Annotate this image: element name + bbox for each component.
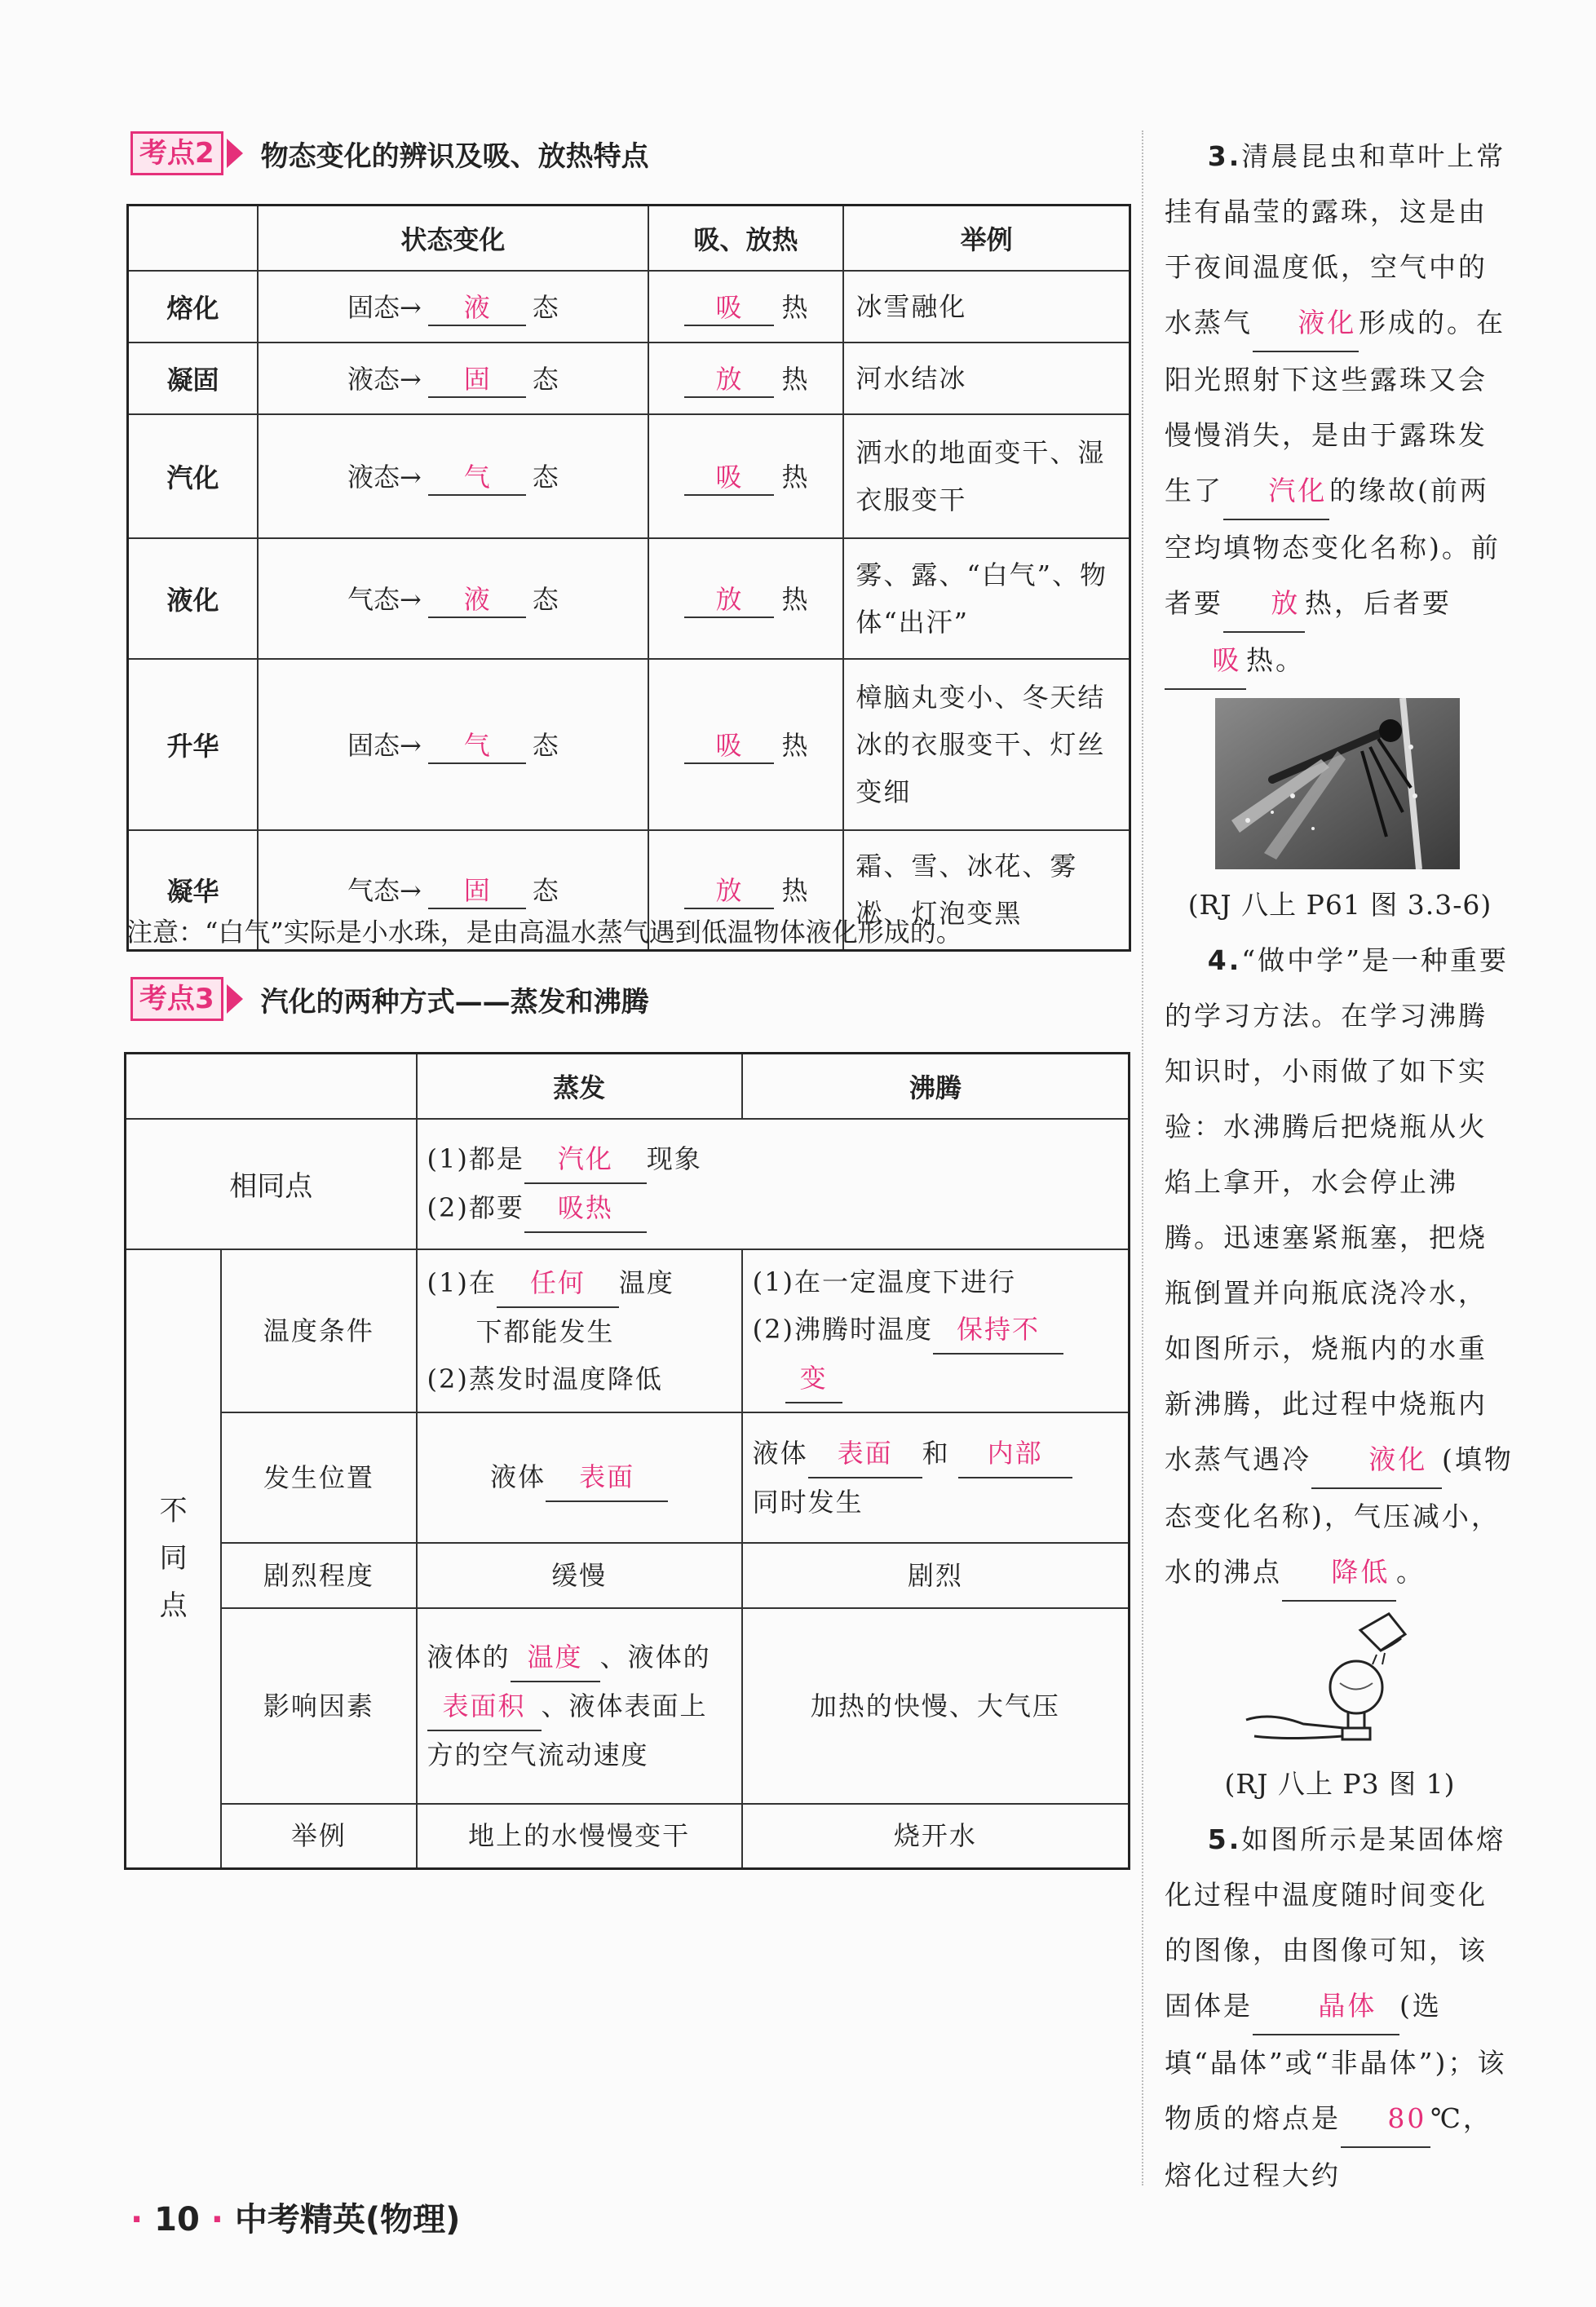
cell — [742, 1412, 1130, 1543]
text: (2)沸腾时温度 — [752, 1313, 933, 1345]
triangle-icon — [227, 984, 243, 1014]
answer-fill: 吸热 — [524, 1184, 647, 1233]
text: 气态→ — [347, 875, 422, 907]
text: 气态→ — [347, 583, 422, 615]
text: 同时发生 — [752, 1486, 864, 1518]
text: 热 — [781, 583, 808, 615]
text: 态 — [532, 875, 559, 907]
row-label: 凝固 — [128, 343, 259, 414]
side-column — [1165, 129, 1515, 2203]
answer-fill: 放 — [684, 870, 774, 909]
answer-fill: 吸 — [684, 287, 774, 326]
column-divider — [1142, 130, 1143, 2185]
text: 态 — [532, 729, 559, 761]
answer-fill: 表面积 — [427, 1682, 542, 1731]
cell — [417, 1249, 742, 1412]
answer-fill: 固 — [428, 359, 526, 398]
section-header-3 — [130, 975, 649, 1023]
bullet-icon: · — [130, 2201, 144, 2238]
same-label: 相同点 — [126, 1119, 417, 1249]
question-number: 5. — [1207, 1823, 1242, 1855]
answer-fill: 表面 — [546, 1453, 668, 1502]
page-footer — [130, 2194, 460, 2240]
text: 热，后者要 — [1305, 587, 1452, 619]
state-cell — [258, 271, 648, 343]
answer-fill: 任何 — [497, 1259, 619, 1308]
text: 方的空气流动速度 — [427, 1739, 649, 1770]
text: 的缘故(前两空均填物态变化名称)。前者要 — [1165, 475, 1501, 619]
table-row — [128, 659, 1130, 830]
text: (1)都是 — [427, 1142, 524, 1174]
table-row — [128, 414, 1130, 538]
question-number: 3. — [1207, 140, 1242, 172]
text: 热 — [781, 363, 808, 395]
text: 固态→ — [347, 291, 422, 323]
question-5 — [1165, 1812, 1515, 2203]
row-label: 影响因素 — [221, 1608, 416, 1804]
question-3 — [1165, 129, 1515, 690]
answer-fill: 液 — [428, 579, 526, 618]
figure-dragonfly — [1165, 690, 1515, 877]
corner-cell — [126, 1054, 417, 1119]
corner-cell — [128, 206, 259, 271]
text: 清晨昆虫和草叶上常挂有晶莹的露珠，这是由于夜间温度低，空气中的水蒸气 — [1165, 140, 1506, 338]
state-cell — [258, 414, 648, 538]
answer-fill: 液化 — [1311, 1432, 1442, 1489]
answer-fill: 放 — [1223, 576, 1305, 633]
text: 热 — [781, 461, 808, 493]
text: 态 — [532, 291, 559, 323]
cell: 加热的快慢、大气压 — [742, 1608, 1130, 1804]
figure-caption: (RJ 八上 P3 图 1) — [1224, 1768, 1456, 1800]
answer-fill: 表面 — [808, 1430, 922, 1478]
col-header: 吸、放热 — [648, 206, 844, 271]
text: “做中学”是一种重要的学习方法。在学习沸腾知识时，小雨做了如下实验：水沸腾后把烧瓶从火焰上拿开，水会停止沸腾。迅速塞紧瓶塞，把烧瓶倒置并向瓶底浇冷水，如图所示，烧瓶内的水重新沸腾，此过程中烧瓶内水蒸气遇冷 — [1165, 944, 1510, 1475]
answer-fill: 保持不 — [933, 1306, 1063, 1355]
text: 液态→ — [347, 461, 422, 493]
note-text: 注意：“白气”实际是小水珠，是由高温水蒸气遇到低温物体液化形成的。 — [126, 917, 962, 948]
section-title: 汽化的两种方式——蒸发和沸腾 — [260, 985, 649, 1019]
cell — [417, 1608, 742, 1804]
diff-label-text: 不同点 — [159, 1495, 188, 1623]
phase-change-table — [126, 204, 1131, 952]
state-cell — [258, 343, 648, 414]
answer-fill: 吸 — [684, 725, 774, 764]
answer-fill: 晶体 — [1253, 1978, 1399, 2035]
table-row — [128, 538, 1130, 659]
heat-cell — [648, 271, 844, 343]
answer-fill: 液化 — [1253, 295, 1359, 352]
evaporation-boiling-table — [124, 1052, 1130, 1870]
answer-fill: 固 — [428, 870, 526, 909]
text: 热 — [781, 875, 808, 907]
text: 和 — [922, 1437, 950, 1469]
cell: 烧开水 — [742, 1804, 1130, 1869]
text: 、液体的 — [599, 1641, 711, 1673]
row-label: 剧烈程度 — [221, 1543, 416, 1608]
answer-fill: 汽化 — [524, 1135, 647, 1184]
text: 液态→ — [347, 363, 422, 395]
figure-caption: (RJ 八上 P61 图 3.3-6) — [1187, 889, 1492, 921]
text: (2)都要 — [427, 1191, 524, 1223]
answer-fill: 气 — [428, 725, 526, 764]
text: 液体 — [752, 1437, 808, 1469]
row-label: 举例 — [221, 1804, 416, 1869]
answer-fill: 内部 — [958, 1430, 1072, 1478]
text: 液体的 — [427, 1641, 511, 1673]
state-cell — [258, 538, 648, 659]
example-cell: 霜、雪、冰花、雾凇、灯泡变黑 — [843, 830, 1130, 951]
heat-cell — [648, 414, 844, 538]
text: 态 — [532, 583, 559, 615]
cell: 缓慢 — [417, 1543, 742, 1608]
row-label: 升华 — [128, 659, 259, 830]
dragonfly-photo — [1215, 698, 1460, 869]
same-cell — [417, 1119, 1130, 1249]
answer-fill: 降低 — [1282, 1545, 1396, 1602]
diff-label — [126, 1249, 222, 1869]
row-label: 温度条件 — [221, 1249, 416, 1412]
question-number: 4. — [1207, 944, 1242, 976]
text: (选填“晶体”或“非晶体”)；该物质的熔点是 — [1165, 1990, 1507, 2134]
text: ℃，熔化过程大约 — [1165, 2102, 1492, 2191]
cell — [417, 1412, 742, 1543]
text: 形成的。在阳光照射下这些露珠又会慢慢消失，是由于露珠发生了 — [1165, 307, 1505, 506]
text: 热 — [781, 729, 808, 761]
table-row — [128, 343, 1130, 414]
answer-fill: 汽化 — [1223, 463, 1329, 520]
figure-flask — [1165, 1602, 1515, 1757]
text: 态 — [532, 461, 559, 493]
cell: 地上的水慢慢变干 — [417, 1804, 742, 1869]
example-cell: 洒水的地面变干、湿衣服变干 — [843, 414, 1130, 538]
answer-fill: 放 — [684, 359, 774, 398]
heat-cell — [648, 343, 844, 414]
triangle-icon — [227, 139, 243, 168]
text: (1)在一定温度下进行 — [752, 1266, 1016, 1297]
text: (2)蒸发时温度降低 — [427, 1363, 663, 1394]
text: 下都能发生 — [475, 1315, 615, 1347]
answer-fill: 吸 — [684, 457, 774, 496]
col-header: 举例 — [843, 206, 1130, 271]
answer-fill: 液 — [428, 287, 526, 326]
row-label: 发生位置 — [221, 1412, 416, 1543]
page-number: 10 — [154, 2201, 200, 2238]
text: 热。 — [1246, 644, 1305, 676]
question-4 — [1165, 933, 1515, 1602]
flask-illustration — [1238, 1606, 1450, 1752]
section-tag: 考点3 — [130, 977, 223, 1021]
text: 、液体表面上 — [541, 1690, 708, 1721]
state-cell — [258, 659, 648, 830]
cell — [742, 1249, 1130, 1412]
text: 热 — [781, 291, 808, 323]
section-header-2 — [130, 129, 649, 178]
text: 温度 — [618, 1266, 674, 1298]
row-label: 汽化 — [128, 414, 259, 538]
row-label: 液化 — [128, 538, 259, 659]
text: 如图所示是某固体熔化过程中温度随时间变化的图像，由图像可知，该固体是 — [1165, 1823, 1506, 2022]
example-cell: 河水结冰 — [843, 343, 1130, 414]
cell: 剧烈 — [742, 1543, 1130, 1608]
answer-fill: 80 — [1341, 2091, 1430, 2148]
answer-fill: 放 — [684, 579, 774, 618]
table-row — [128, 271, 1130, 343]
example-cell: 樟脑丸变小、冬天结冰的衣服变干、灯丝变细 — [843, 659, 1130, 830]
bullet-icon: · — [210, 2201, 223, 2238]
heat-cell — [648, 538, 844, 659]
answer-fill: 吸 — [1165, 633, 1246, 690]
section-tag: 考点2 — [130, 131, 223, 175]
row-label: 凝华 — [128, 830, 259, 951]
text: (1)在 — [427, 1266, 497, 1298]
example-cell: 雾、露、“白气”、物体“出汗” — [843, 538, 1130, 659]
book-title: 中考精英(物理) — [234, 2201, 461, 2238]
text: (填物态变化名称)，气压减小，水的沸点 — [1165, 1443, 1514, 1588]
col-header-evaporation: 蒸发 — [417, 1054, 742, 1119]
text: 态 — [532, 363, 559, 395]
section-title: 物态变化的辨识及吸、放热特点 — [260, 139, 649, 173]
answer-fill: 气 — [428, 457, 526, 496]
text: 。 — [1396, 1556, 1426, 1588]
row-label: 熔化 — [128, 271, 259, 343]
heat-cell — [648, 659, 844, 830]
answer-fill: 变 — [785, 1355, 842, 1403]
answer-fill: 温度 — [511, 1633, 600, 1682]
text: 现象 — [646, 1142, 702, 1174]
example-cell: 冰雪融化 — [843, 271, 1130, 343]
text: 液体 — [490, 1461, 546, 1492]
col-header: 状态变化 — [258, 206, 648, 271]
col-header-boiling: 沸腾 — [742, 1054, 1130, 1119]
text: 固态→ — [347, 729, 422, 761]
